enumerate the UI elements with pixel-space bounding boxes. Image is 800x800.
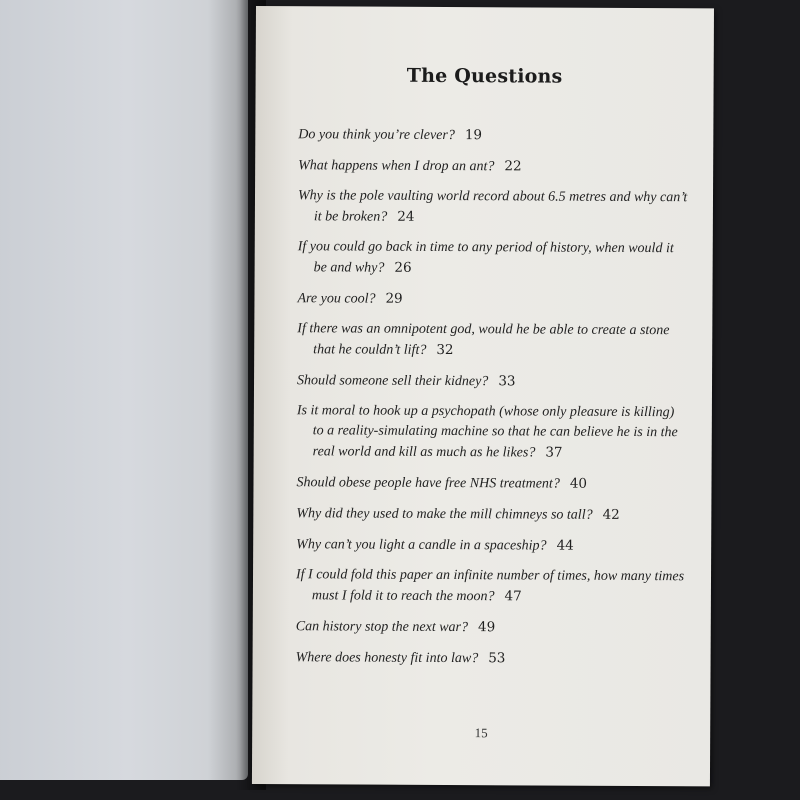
question-page-number: 49 xyxy=(477,619,496,636)
questions-list xyxy=(295,124,688,680)
question-item xyxy=(298,124,688,147)
right-page xyxy=(252,6,714,786)
question-item xyxy=(296,616,686,639)
question-text: Why can’t you light a candle in a spaceship? xyxy=(296,537,547,554)
page-number: 15 xyxy=(474,725,488,741)
question-item xyxy=(296,647,686,670)
question-page-number: 22 xyxy=(504,158,522,175)
question-text: Are you cool? xyxy=(297,291,376,307)
question-text: Why is the pole vaulting world record about 6.5 metres and why can’t it be broken? xyxy=(297,188,688,225)
question-page-number: 44 xyxy=(556,537,574,554)
question-item xyxy=(298,155,688,178)
left-page xyxy=(0,0,248,780)
question-item xyxy=(297,370,687,393)
question-text: What happens when I drop an ant? xyxy=(298,158,495,175)
question-text: If I could fold this paper an infinite number of times, how many times must I fold it to reach the moon? xyxy=(295,567,685,605)
question-text: If there was an omnipotent god, would he be able to create a stone that he couldn’t lift? xyxy=(297,321,670,358)
question-item xyxy=(297,288,687,311)
question-text: Why did they used to make the mill chimneys so tall? xyxy=(296,506,593,523)
question-page-number: 33 xyxy=(498,373,516,390)
question-page-number: 32 xyxy=(436,341,454,359)
question-page-number: 42 xyxy=(602,506,620,523)
question-text: Can history stop the next war? xyxy=(295,619,469,636)
question-page-number: 37 xyxy=(545,444,563,461)
question-item xyxy=(296,503,686,526)
question-text: Should obese people have free NHS treatment? xyxy=(296,475,560,492)
page-title: The Questions xyxy=(406,64,563,88)
question-item xyxy=(296,534,686,557)
question-page-number: 19 xyxy=(464,127,483,144)
question-page-number: 47 xyxy=(504,588,522,605)
question-text: Where does honesty fit into law? xyxy=(295,650,479,667)
question-item xyxy=(297,401,687,464)
question-text: If you could go back in time to any period of history, when would it be and why? xyxy=(297,239,674,276)
question-item xyxy=(296,472,686,495)
question-page-number: 53 xyxy=(488,650,506,667)
question-page-number: 24 xyxy=(397,208,415,225)
question-item xyxy=(297,319,687,362)
question-page-number: 26 xyxy=(394,259,412,276)
question-item xyxy=(296,565,686,608)
question-item xyxy=(298,237,688,280)
question-item xyxy=(298,186,688,229)
question-text: Do you think you’re clever? xyxy=(298,127,455,144)
question-text: Should someone sell their kidney? xyxy=(296,373,489,390)
question-text: Is it moral to hook up a psychopath (whose only pleasure is killing) to a reality-simulating machine so that he can believe he is in the real world and kill as much as he likes? xyxy=(296,403,678,461)
question-page-number: 29 xyxy=(385,290,403,307)
question-page-number: 40 xyxy=(569,475,588,492)
